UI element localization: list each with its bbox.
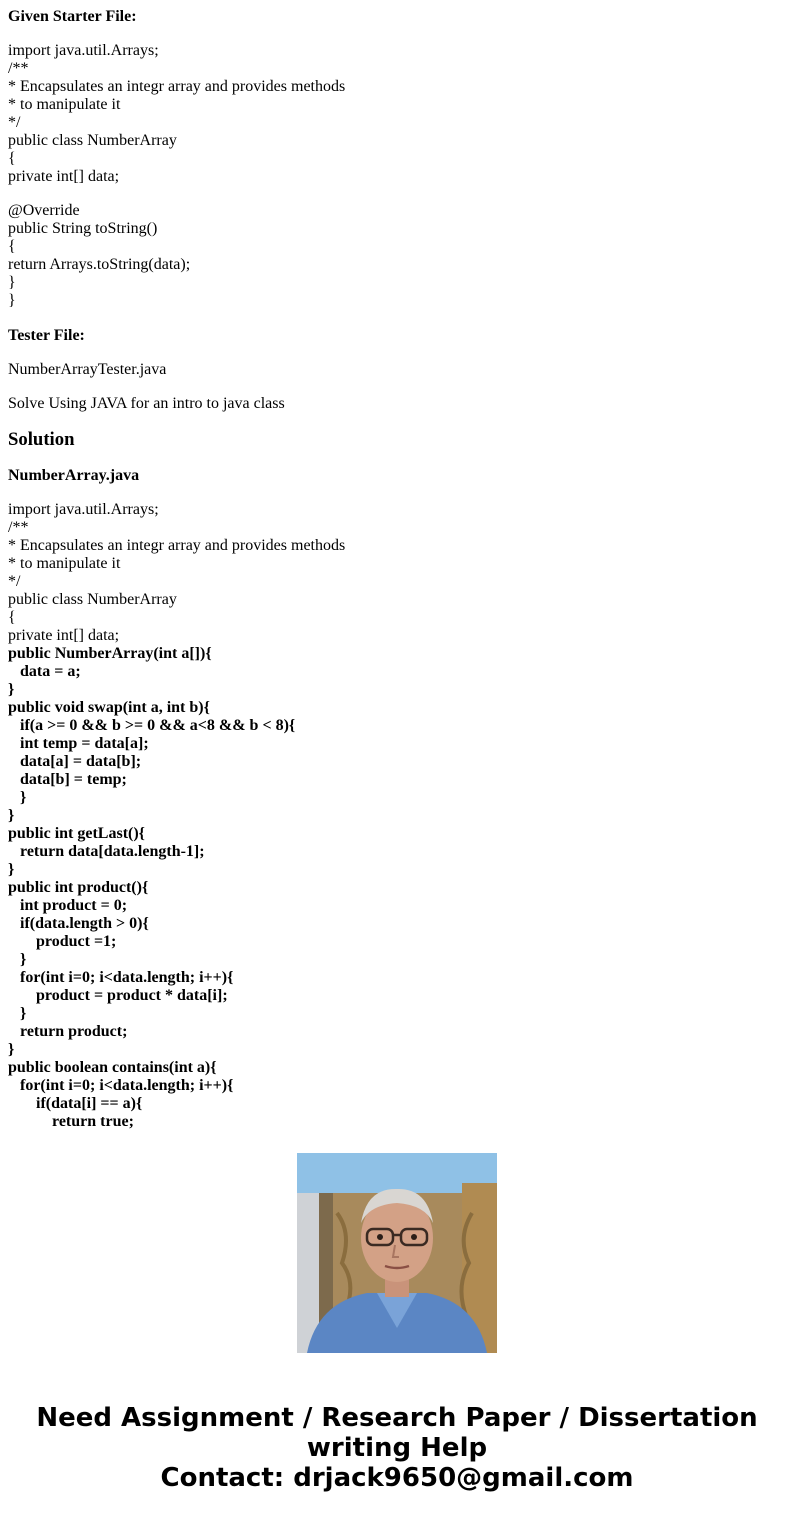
code-line: return Arrays.toString(data);	[8, 256, 191, 273]
footer-contact-line: Contact: drjack9650@gmail.com	[160, 1463, 634, 1493]
code-line: import java.util.Arrays;	[8, 42, 159, 59]
code-line: if(data[i] == a){	[8, 1095, 143, 1112]
author-avatar	[297, 1153, 497, 1353]
code-line: */	[8, 114, 21, 131]
code-line: public class NumberArray	[8, 132, 177, 149]
document-content	[8, 0, 788, 1130]
code-line: }	[8, 1005, 27, 1022]
code-line: if(a >= 0 && b >= 0 && a<8 && b < 8){	[8, 717, 296, 734]
code-line: import java.util.Arrays;	[8, 501, 159, 518]
code-line: * to manipulate it	[8, 96, 121, 113]
starter-heading: Given Starter File:	[8, 8, 137, 25]
code-line: * Encapsulates an integr array and provides methods	[8, 78, 346, 95]
code-line: {	[8, 609, 16, 626]
code-line: public boolean contains(int a){	[8, 1059, 217, 1076]
footer-line-1: Need Assignment / Research Paper / Dissertation	[36, 1403, 758, 1433]
code-line	[8, 186, 788, 202]
solution-code	[8, 501, 788, 1131]
code-line: product = product * data[i];	[8, 987, 228, 1004]
code-line: product =1;	[8, 933, 117, 950]
starter-code	[8, 42, 788, 310]
code-line: private int[] data;	[8, 168, 120, 185]
code-line: data[b] = temp;	[8, 771, 127, 788]
code-line: for(int i=0; i<data.length; i++){	[8, 1077, 234, 1094]
code-line: * to manipulate it	[8, 555, 121, 572]
code-line: }	[8, 861, 15, 878]
code-line: @Override	[8, 202, 80, 219]
code-line: /**	[8, 60, 29, 77]
code-line: private int[] data;	[8, 627, 120, 644]
code-line: }	[8, 807, 15, 824]
code-line: public void swap(int a, int b){	[8, 699, 210, 716]
code-line: int product = 0;	[8, 897, 128, 914]
code-line: public int getLast(){	[8, 825, 145, 842]
code-line: /**	[8, 519, 29, 536]
code-line: return true;	[8, 1113, 134, 1130]
instruction-text: Solve Using JAVA for an intro to java class	[8, 395, 285, 412]
solution-file-heading: NumberArray.java	[8, 467, 140, 484]
code-line: */	[8, 573, 21, 590]
tester-file-name: NumberArrayTester.java	[8, 361, 167, 378]
footer-banner	[0, 1403, 794, 1493]
code-line: if(data.length > 0){	[8, 915, 149, 932]
code-line: data = a;	[8, 663, 81, 680]
tester-heading: Tester File:	[8, 327, 85, 344]
solution-title: Solution	[8, 429, 75, 450]
code-line: }	[8, 1041, 15, 1058]
code-line: return product;	[8, 1023, 128, 1040]
code-line: int temp = data[a];	[8, 735, 149, 752]
code-line: {	[8, 150, 16, 167]
footer-line-2: writing Help	[306, 1433, 488, 1463]
code-line: data[a] = data[b];	[8, 753, 142, 770]
avatar-portrait-image	[297, 1153, 497, 1353]
code-line: public int product(){	[8, 879, 149, 896]
code-line: }	[8, 789, 27, 806]
code-line: {	[8, 238, 16, 255]
code-line: }	[8, 681, 15, 698]
code-line: public String toString()	[8, 220, 158, 237]
code-line: }	[8, 292, 16, 309]
code-line: }	[8, 951, 27, 968]
code-line: public NumberArray(int a[]){	[8, 645, 212, 662]
code-line: * Encapsulates an integr array and provides methods	[8, 537, 346, 554]
code-line: public class NumberArray	[8, 591, 177, 608]
code-line: return data[data.length-1];	[8, 843, 205, 860]
code-line: for(int i=0; i<data.length; i++){	[8, 969, 234, 986]
code-line: }	[8, 274, 16, 291]
